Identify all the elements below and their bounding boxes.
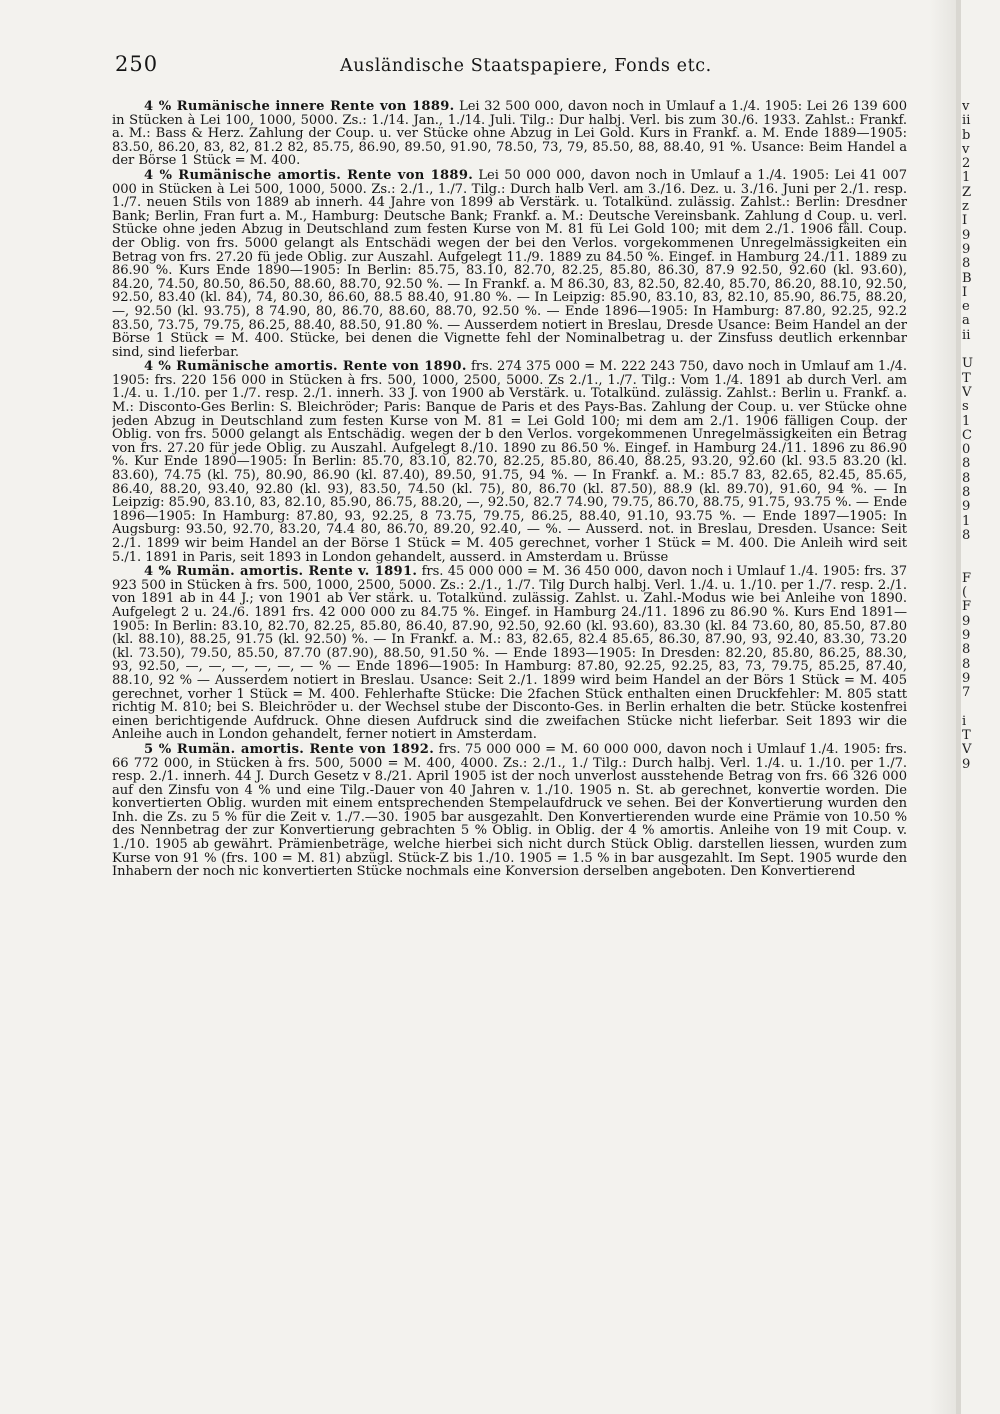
facing-page-fragment: 8 bbox=[962, 527, 971, 543]
facing-page-fragment: 9 bbox=[962, 499, 971, 515]
facing-page-fragment: 8 bbox=[962, 256, 971, 272]
facing-page-fragment: 9 bbox=[962, 241, 971, 257]
facing-page-fragment: ii bbox=[962, 113, 971, 129]
facing-page-fragment: 9 bbox=[962, 670, 971, 686]
facing-page-fragment: b bbox=[962, 127, 971, 143]
facing-page-fragment: v bbox=[962, 100, 970, 114]
facing-page-fragment bbox=[962, 543, 996, 557]
paragraph bbox=[112, 360, 907, 564]
facing-page-fragment: 0 bbox=[962, 442, 971, 458]
facing-page-fragment: 8 bbox=[962, 656, 971, 672]
facing-page-fragment: ii bbox=[962, 327, 971, 343]
facing-page-fragment bbox=[962, 801, 996, 815]
page-number: 250 bbox=[115, 52, 159, 76]
paragraph-text: frs. 45 000 000 = M. 36 450 000, davon noch i Umlauf 1./4. 1905: frs. 37 923 500 in Stücken à frs. 500, 1000, 2500, 5000. Zs.: 2./1., 1./7. Tilg Durch halbj. Verl. 1./4. u. 1./10. per 1./7. resp. 2./1. von 1891 ab in 44 J.; von 1901 ab Ver stärk. u. Totalkünd. zulässig. Zahlst. u. Zahl.-Modus wie bei Anleihe von 1890. Aufgelegt 2 u. 24./6. 1891 frs. 42 000 000 zu 84.75 %. Eingef. in Hamburg 24./11. 1896 zu 86.90 %. Kurs End 1891—1905: In Berlin: 83.10, 82.70, 82.25, 85.80, 86.40, 87.90, 92.50, 92.60 (kl. 93.60), 83.30 (kl. 84 73.60, 80, 85.50, 87.80 (kl. 88.10), 88.25, 91.75 (kl. 92.50) %. — In Frankf. a. M.: 83, 82.65, 82.4 85.65, 86.30, 87.90, 93, 92.40, 83.30, 73.20 (kl. 73.50), 79.50, 85.50, 87.70 (87.90), 88.50, 91.50 %. — Ende 1893—1905: In Dresden: 82.20, 85.80, 86.25, 88.30, 93, 92.50, —, —, —, —, —, — % — Ende 1896—1905: In Hamburg: 87.80, 92.25, 92.25, 83, 73, 79.75, 85.25, 87.40, 88.10, 92 % — Ausserdem notiert in Breslau. Usance: Seit 2./1. 1899 wird beim Handel an der Börs 1 Stück = M. 405 gerechnet, vorher 1 Stück = M. 400. Fehlerhafte Stücke: Die 2fachen Stück enthalten einen Druckfehler: M. 805 statt richtig M. 810; bei S. Bleichröder u. der Wechsel stube der Disconto-Ges. in Berlin erhalten die betr. Stücke kostenfrei einen berichtigende Aufdruck. Ohne diesen Aufdruck sind die zweifachen Stücke nicht lieferbar. Seit 1893 wir die Anleihe auch in London gehandelt, ferner notiert in Amsterdam. bbox=[112, 564, 907, 743]
facing-page-fragment: V bbox=[962, 742, 972, 758]
facing-page-fragment bbox=[962, 700, 996, 714]
facing-page-fragments bbox=[962, 100, 996, 1410]
facing-page-fragment: B bbox=[962, 270, 972, 286]
facing-page-fragment: e bbox=[962, 299, 970, 315]
facing-page-fragment: 2 bbox=[962, 156, 971, 172]
facing-page-fragment: C bbox=[962, 427, 973, 443]
paragraph bbox=[112, 743, 907, 879]
page-header bbox=[115, 52, 915, 82]
paragraph-heading: 5 % Rumän. amortis. Rente von 1892. bbox=[144, 741, 435, 757]
facing-page-fragment: 8 bbox=[962, 456, 971, 472]
running-title: Ausländische Staatspapiere, Fonds etc. bbox=[340, 56, 712, 76]
facing-page-fragment bbox=[962, 901, 996, 915]
facing-page-fragment: 9 bbox=[962, 756, 971, 772]
paragraph bbox=[112, 169, 907, 359]
page-edge bbox=[956, 0, 961, 1414]
paragraph-text: Lei 32 500 000, davon noch in Umlauf a 1./4. 1905: Lei 26 139 600 in Stücken à Lei 100, 1000, 5000. Zs.: 1./14. Jan., 1./14. Juli. Tilg.: Dur halbj. Verl. bis zum 30./6. 1933. Zahlst.: Frankf. a. M.: Bass & Herz. Zahlung der Coup. u. ver Stücke ohne Abzug in Lei Gold. Kurs in Frankf. a. M. Ende 1889—1905: 83.50, 86.20, 83, 82, 81.2 82, 85.75, 86.90, 89.50, 91.90, 78.50, 73, 79, 85.50, 88, 88.40, 91 %. Usance: Beim Handel a der Börse 1 Stück = M. 400. bbox=[112, 100, 907, 169]
facing-page-fragment bbox=[962, 558, 996, 572]
facing-page-fragment bbox=[962, 772, 996, 786]
facing-page-fragment bbox=[962, 343, 996, 357]
facing-page-fragment: F bbox=[962, 570, 972, 586]
facing-page-fragment: a bbox=[962, 313, 970, 329]
facing-page-fragment: i bbox=[962, 713, 967, 729]
facing-page-fragment bbox=[962, 843, 996, 857]
facing-page-fragment: 8 bbox=[962, 485, 971, 501]
facing-page-fragment bbox=[962, 886, 996, 900]
facing-page-fragment: I bbox=[962, 284, 968, 300]
paragraph-heading: 4 % Rumänische innere Rente von 1889. bbox=[144, 100, 455, 114]
facing-page-fragment: T bbox=[962, 370, 971, 386]
facing-page-fragment: V bbox=[962, 384, 972, 400]
facing-page-fragment bbox=[962, 786, 996, 800]
facing-page-fragment bbox=[962, 829, 996, 843]
facing-page-fragment bbox=[962, 915, 996, 929]
facing-page-fragment: s bbox=[962, 399, 969, 415]
facing-page-fragment: 7 bbox=[962, 685, 971, 701]
facing-page-fragment: 8 bbox=[962, 470, 971, 486]
facing-page-fragment: 1 bbox=[962, 413, 971, 429]
facing-page-fragment: v bbox=[962, 141, 970, 157]
facing-page-fragment: z bbox=[962, 199, 969, 215]
facing-page-fragment: 9 bbox=[962, 613, 971, 629]
facing-page-fragment: 8 bbox=[962, 642, 971, 658]
facing-page-fragment: 1 bbox=[962, 170, 971, 186]
paragraph-text: frs. 274 375 000 = M. 222 243 750, davo noch in Umlauf am 1./4. 1905: frs. 220 156 000 in Stücken à frs. 500, 1000, 2500, 5000. Zs 2./1., 1./7. Tilg.: Vom 1./4. 1891 ab durch Verl. am 1./4. u. 1./10. per 1./7. resp. 2./1. innerh. 33 J. von 1900 ab Verstärk. u. Totalkünd. zulässig. Zahlst.: Berlin u. Frankf. a. M.: Disconto-Ges Berlin: S. Bleichröder; Paris: Banque de Paris et des Pays-Bas. Zahlung der Coup. u. ver Stücke ohne jeden Abzug in Deutschland zum festen Kurse von M. 81 = Lei Gold 100; mi dem am 2./1. 1906 fälligen Coup. der Oblig. von frs. 5000 gelangt als Entschädig. wegen der b den Verlos. vorgekommenen Unregelmässigkeiten ein Betrag von frs. 27.20 für jede Oblig. zu Auszahl. Aufgelegt 8./10. 1890 zu 86.50 %. Eingef. in Hamburg 24./11. 1896 zu 86.90 %. Kur Ende 1890—1905: In Berlin: 85.70, 83.10, 82.70, 82.25, 85.80, 86.40, 88.25, 93.20, 92.60 (kl. 93.5 83.20 (kl. 83.60), 74.75 (kl. 75), 80.90, 86.90 (kl. 87.40), 89.50, 91.75, 94 %. — In Frankf. a. M.: 85.7 83, 82.65, 82.45, 85.65, 86.40, 88.20, 93.40, 92.80 (kl. 93), 83.50, 74.50 (kl. 75), 80, 86.70 (kl. 87.50), 88.9 (kl. 89.70), 91.60, 94 %. — In Leipzig: 85.90, 83.10, 83, 82.10, 85.90, 86.75, 88.20, —, 92.50, 82.7 74.90, 79.75, 86.70, 88.75, 91.75, 93.75 %. — Ende 1896—1905: In Hamburg: 87.80, 93, 92.25, 8 73.75, 79.75, 86.25, 88.40, 91.10, 93.75 %. — Ende 1897—1905: In Augsburg: 93.50, 92.70, 83.20, 74.4 80, 86.70, 89.20, 92.40, — %. — Ausserd. not. in Breslau, Dresden. Usance: Seit 2./1. 1899 wir beim Handel an der Börse 1 Stück = M. 405 gerechnet, vorher 1 Stück = M. 400. Die Anleih wird seit 5./1. 1891 in Paris, seit 1893 in London gehandelt, ausserd. in Amsterdam u. Brüsse bbox=[112, 359, 907, 565]
document-body bbox=[112, 100, 907, 1410]
facing-page-fragment bbox=[962, 872, 996, 886]
facing-page-fragment: ( bbox=[962, 585, 968, 601]
paragraph-heading: 4 % Rumänische amortis. Rente von 1889. bbox=[144, 167, 474, 183]
facing-page-fragment: T bbox=[962, 728, 971, 744]
paragraph-heading: 4 % Rumän. amortis. Rente v. 1891. bbox=[144, 564, 418, 580]
facing-page-fragment: 9 bbox=[962, 627, 971, 643]
paragraph bbox=[112, 100, 907, 168]
paragraph-text: frs. 75 000 000 = M. 60 000 000, davon noch i Umlauf 1./4. 1905: frs. 66 772 000, in Stücken à frs. 500, 5000 = M. 400, 4000. Zs.: 2./1., 1./ Tilg.: Durch halbj. Verl. 1./4. u. 1./10. per 1./7. resp. 2./1. innerh. 44 J. Durch Gesetz v 8./21. April 1905 ist der noch unverlost ausstehende Betrag von frs. 66 326 000 auf den Zinsfu von 4 % und eine Tilg.-Dauer von 40 Jahren v. 1./10. 1905 n. St. ab gerechnet, konvertie worden. Die konvertierten Oblig. wurden mit einem entsprechenden Stempelaufdruck ve sehen. Bei der Konvertierung wurden den Inh. die Zs. zu 5 % für die Zeit v. 1./7.—30. 1905 bar ausgezahlt. Den Konvertierenden wurde eine Prämie von 10.50 % des Nennbetrag der zur Konvertierung gebrachten 5 % Oblig. in Oblig. der 4 % amortis. Anleihe von 19 mit Coup. v. 1./10. 1905 ab gewährt. Prämienbeträge, welche hierbei sich nicht durch Stück Oblig. darstellen liessen, wurden zum Kurse von 91 % (frs. 100 = M. 81) abzügl. Stück-Z bis 1./10. 1905 = 1.5 % in bar ausgezahlt. Im Sept. 1905 wurde den Inhabern der noch nic konvertierten Stücke nochmals eine Konversion derselben angeboten. Den Konvertierend bbox=[112, 741, 907, 880]
facing-page-fragment bbox=[962, 815, 996, 829]
facing-page-fragment: I bbox=[962, 213, 968, 229]
facing-page-fragment: 1 bbox=[962, 513, 971, 529]
facing-page-fragment: F bbox=[962, 599, 972, 615]
paragraph bbox=[112, 565, 907, 742]
paragraph-text: Lei 50 000 000, davon noch in Umlauf a 1./4. 1905: Lei 41 007 000 in Stücken à Lei 500, 1000, 5000. Zs.: 2./1., 1./7. Tilg.: Durch halb Verl. am 3./16. Dez. u. 3./16. Juni per 2./1. resp. 1./7. neuen Stils von 1889 ab innerh. 44 Jahre von 1899 ab Verstärk. u. Totalkünd. zulässig. Zahlst.: Berlin: Dresdner Bank; Berlin, Fran furt a. M., Hamburg: Deutsche Bank; Frankf. a. M.: Deutsche Vereinsbank. Zahlung d Coup. u. verl. Stücke ohne jeden Abzug in Deutschland zum festen Kurse von M. 81 fü Lei Gold 100; mit dem 2./1. 1906 fäll. Coup. der Oblig. von frs. 5000 gelangt als Entschädi wegen der bei den Verlos. vorgekommenen Unregelmässigkeiten ein Betrag von frs. 27.20 fü jede Oblig. zur Auszahl. Aufgelegt 11./9. 1889 zu 84.50 %. Eingef. in Hamburg 24./11. 1889 zu 86.90 %. Kurs Ende 1890—1905: In Berlin: 85.75, 83.10, 82.70, 82.25, 85.80, 86.30, 87.9 92.50, 92.60 (kl. 93.60), 84.20, 74.50, 80.50, 86.50, 88.60, 88.70, 92.50 %. — In Frankf. a. M 86.30, 83, 82.50, 82.40, 85.70, 86.20, 88.10, 92.50, 92.50, 83.40 (kl. 84), 74, 80.30, 86.60, 88.5 88.40, 91.80 %. — In Leipzig: 85.90, 83.10, 83, 82.10, 85.90, 86.75, 88.20, —, 92.50 (kl. 93.75), 8 74.90, 80, 86.70, 88.60, 88.70, 92.50 %. — Ende 1896—1905: In Hamburg: 87.80, 92.25, 92.2 83.50, 73.75, 79.75, 86.25, 88.40, 88.50, 91.80 %. — Ausserdem notiert in Breslau, Dresde Usance: Beim Handel an der Börse 1 Stück = M. 400. Stücke, bei denen die Vignette fehl der Nominalbetrag u. der Zinsfuss deutlich erkennbar sind, sind lieferbar. bbox=[112, 167, 907, 360]
paragraph-heading: 4 % Rumänische amortis. Rente von 1890. bbox=[144, 359, 467, 375]
facing-page-fragment: Z bbox=[962, 184, 972, 200]
facing-page-fragment: U bbox=[962, 356, 974, 372]
facing-page-fragment: 9 bbox=[962, 227, 971, 243]
facing-page-fragment bbox=[962, 858, 996, 872]
